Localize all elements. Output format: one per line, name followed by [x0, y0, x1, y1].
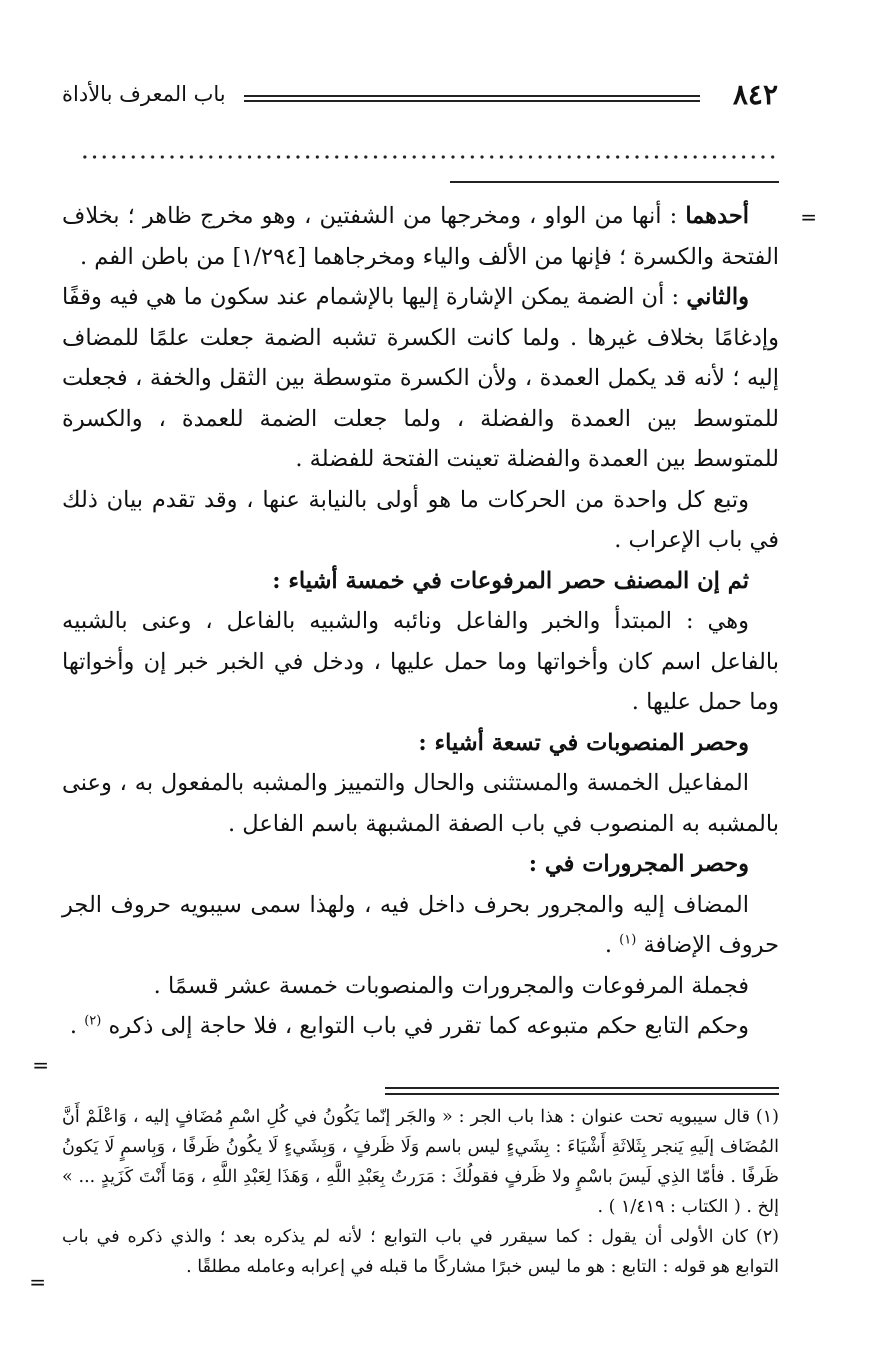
running-head: [62, 78, 778, 114]
header-rule: [244, 95, 700, 97]
paragraph: وهي : المبتدأ والخبر والفاعل ونائبه والشبيه بالفاعل ، وعنى بالشبيه بالفاعل اسم كان وأخواتها وما حمل عليها ، ودخل في الخبر خبر إن وأخواتها وما حمل عليها .: [62, 608, 779, 715]
paragraph-text: المضاف إليه والمجرور بحرف داخل فيه ، ولهذا سمى سيبويه حروف الجر حروف الإضافة: [62, 891, 779, 958]
paragraph: وتبع كل واحدة من الحركات ما هو أولى بالنيابة عنها ، وقد تقدم بيان ذلك في باب الإعراب .: [62, 486, 779, 553]
page-number: ٨٤٢: [732, 78, 778, 111]
footnote-rule: [385, 1087, 779, 1089]
continuation-mark: =: [800, 205, 817, 229]
paragraph: فجملة المرفوعات والمجرورات والمنصوبات خمسة عشر قسمًا .: [153, 972, 749, 999]
paragraph-text: : أن الضمة يمكن الإشارة إليها بالإشمام عند سكون ما هي فيه وقفًا وإدغامًا بخلاف غيرها . ولما كانت الكسرة تشبه الضمة جعلت علمًا للمضاف إليه ؛ لأنه قد يكمل العمدة ، ولأن الكسرة متوسطة بين الثقل والخفة ، فجعلت للمتوسط بين العمدة والفضلة ، ولما جعلت الضمة للعمدة ، والكسرة للمتوسط بين العمدة والفضلة تعينت الفتحة للفضلة .: [62, 284, 779, 472]
paragraph: [62, 196, 779, 277]
footnotes: [62, 1102, 779, 1282]
footnote-ref: (١): [619, 932, 637, 948]
paragraph-lead: أحدهما: [685, 203, 750, 229]
footnote-separator: [385, 1087, 779, 1095]
paragraph: [62, 1006, 779, 1047]
sentence-end: .: [604, 932, 613, 958]
continuation-mark: =: [32, 1053, 49, 1077]
footnote-1: (١) قال سيبويه تحت عنوان : هذا باب الجر : « والجَر إنّما يَكُونُ في كُلِ اسْمِ مُضَافٍ إليه ، وَاعْلَمْ أَنَّ المُضَاف إلَيهِ يَنجر بِثَلاثَةِ أَشْيَاءَ : بِشَيءٍ ليس باسم وَلَا ظَرفٍ ، وَبِشَيءٍ لَا يكُونُ ظَرفًا ، وَبِاسمٍ لَا يَكونُ ظَرفًا . فأمّا الذِي لَيسَ باسْمٍ ولا ظَرفٍ فقولُكَ : مَرَرتُ بِعَبْدِ اللَّهِ ، وَهَذَا لِعَبْدِ اللَّهِ ، وَمَا أَنْتَ كَزَيدٍ ... » إلخ . ( الكتاب : ١/٤١٩ ) .: [62, 1107, 779, 1217]
section-heading: وحصر المجرورات في :: [528, 851, 749, 877]
main-text: [62, 196, 779, 1047]
header-rule: [244, 100, 700, 102]
footnote-rule: [385, 1093, 779, 1095]
paragraph: [62, 885, 779, 966]
section-heading: ثم إن المصنف حصر المرفوعات في خمسة أشياء :: [272, 567, 749, 594]
continuation-mark: =: [29, 1270, 46, 1294]
footnote-ref: (٢): [84, 1013, 102, 1029]
chapter-title: باب المعرف بالأداة: [62, 82, 226, 106]
footnote-2: (٢) كان الأولى أن يقول : كما سيقرر في باب التوابع ؛ لأنه لم يذكره بعد ؛ والذي ذكره في باب التوابع هو قوله : التابع : هو ما ليس خبرًا مشاركًا ما قبله في إعرابه وعامله مطلقًا .: [62, 1227, 779, 1277]
dotted-separator: [80, 154, 778, 160]
paragraph: المفاعيل الخمسة والمستثنى والحال والتمييز والمشبه بالمفعول به ، وعنى بالمشبه به المنصوب في باب الصفة المشبهة باسم الفاعل .: [62, 770, 779, 837]
paragraph: [62, 277, 779, 480]
short-rule: [450, 181, 779, 183]
paragraph-lead: والثاني: [686, 284, 749, 310]
section-heading: وحصر المنصوبات في تسعة أشياء :: [418, 729, 749, 756]
sentence-end: .: [69, 1013, 78, 1039]
paragraph-text: وحكم التابع حكم متبوعه كما تقرر في باب التوابع ، فلا حاجة إلى ذكره: [108, 1013, 749, 1039]
paragraph-text: : أنها من الواو ، ومخرجها من الشفتين ، وهو مخرج ظاهر ؛ بخلاف الفتحة والكسرة ؛ فإنها من الألف والياء ومخرجاهما [١/٢٩٤] من باطن الفم .: [62, 203, 779, 270]
